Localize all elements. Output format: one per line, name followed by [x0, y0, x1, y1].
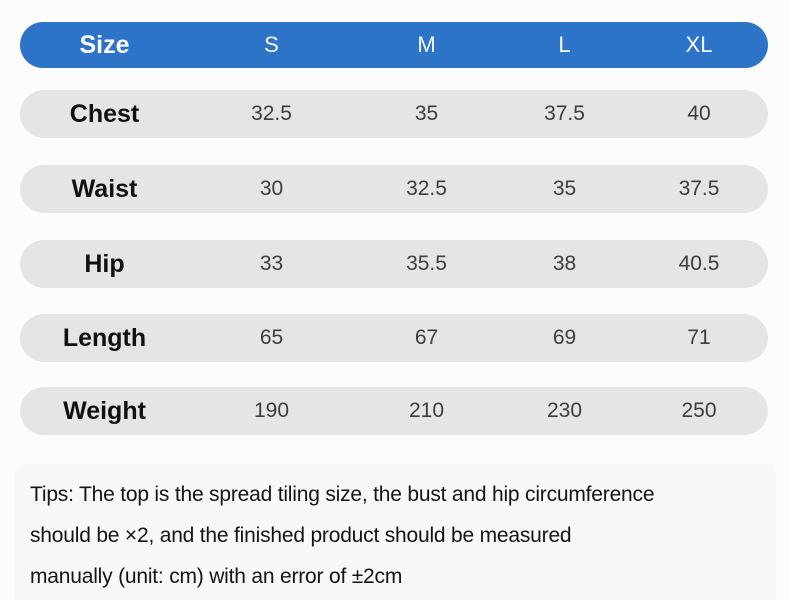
table-row-length — [20, 314, 768, 362]
tips-line-3: manually (unit: cm) with an error of ±2cm — [30, 565, 403, 588]
hip-value-xl: 40.5 — [678, 252, 720, 275]
header-col-s: S — [264, 32, 279, 57]
chest-value-m: 35 — [414, 102, 439, 125]
tips-line-1: Tips: The top is the spread tiling size, the bust and hip circumference — [30, 483, 655, 506]
length-value-m: 67 — [414, 326, 439, 349]
row-label: Chest — [69, 99, 140, 128]
size-chart-header-row — [20, 22, 768, 68]
waist-value-l: 35 — [552, 177, 577, 200]
table-row-weight — [20, 387, 768, 435]
chest-value-l: 37.5 — [544, 102, 585, 125]
table-row-waist — [20, 165, 768, 213]
waist-value-m: 32.5 — [406, 177, 447, 200]
tips-panel — [15, 464, 776, 600]
waist-value-xl: 37.5 — [678, 177, 720, 200]
hip-value-m: 35.5 — [406, 252, 447, 275]
length-value-s: 65 — [259, 326, 284, 349]
waist-value-s: 30 — [259, 177, 284, 200]
header-size-label: Size — [79, 30, 130, 59]
weight-value-m: 210 — [408, 399, 445, 422]
table-row-hip — [20, 240, 768, 288]
header-col-l: L — [558, 32, 571, 57]
weight-value-xl: 250 — [681, 399, 717, 422]
length-value-xl: 71 — [687, 326, 711, 349]
header-col-xl: XL — [685, 32, 713, 57]
weight-value-l: 230 — [546, 399, 583, 422]
tips-line-2: should be ×2, and the finished product should be measured — [30, 524, 572, 547]
row-label: Weight — [63, 396, 146, 425]
hip-value-l: 38 — [552, 252, 577, 275]
chest-value-s: 32.5 — [251, 102, 292, 125]
header-col-m: M — [417, 32, 436, 57]
row-label: Waist — [71, 174, 138, 203]
table-row-chest — [20, 90, 768, 138]
chest-value-xl: 40 — [687, 102, 711, 125]
length-value-l: 69 — [552, 326, 577, 349]
weight-value-s: 190 — [253, 399, 290, 422]
hip-value-s: 33 — [259, 252, 284, 275]
row-label: Length — [62, 323, 147, 352]
row-label: Hip — [84, 249, 125, 278]
